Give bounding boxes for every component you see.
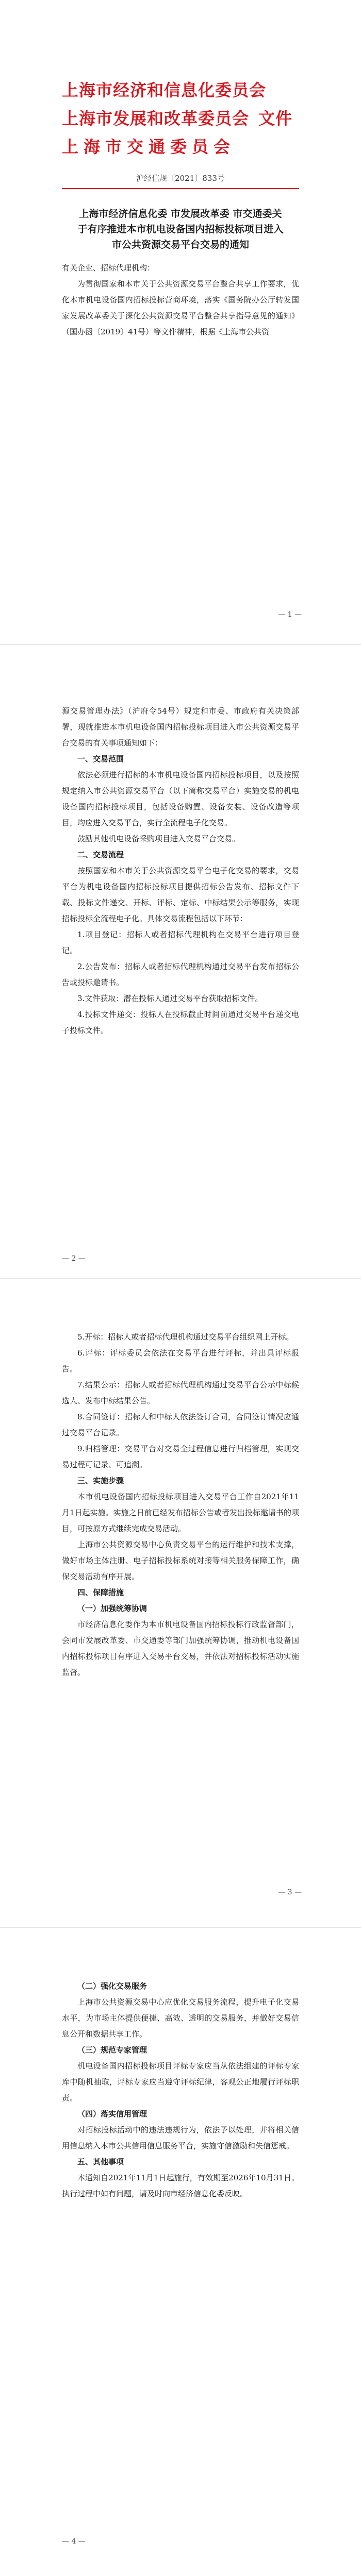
page-4 — [0, 1927, 361, 2576]
header-line-2-suffix: 文件 — [258, 109, 293, 128]
section-5-heading: 五、其他事项 — [77, 2157, 124, 2166]
page-number-2: — 2 — — [62, 1255, 86, 1263]
section-1-paragraph-2: 鼓励其他机电设备采购项目进入交易平台交易。 — [77, 834, 240, 843]
procedure-step: 8.合同签订：招标人和中标人依法签订合同，合同签订情况应通过交易平台记录。 — [62, 1412, 299, 1437]
section-3-heading: 三、实施步骤 — [77, 1476, 124, 1485]
subsection-4-2-paragraph: 上海市公共资源交易中心应优化交易服务流程，提升电子化交易水平，为市场主体提供便捷、高效、透明的交易服务，并做好交易信息公开和数据共享工作。 — [62, 1997, 299, 2039]
subsection-4-4-heading: （四）落实信用管理 — [77, 2109, 147, 2119]
page-1-body — [62, 260, 299, 340]
intro-paragraph: 为贯彻国家和本市关于公共资源交易平台整合共享工作要求，优化本市机电设备国内招标投标营商环境，落实《国务院办公厅转发国家发展改革委关于深化公共资源交易平台整合共享指导意见的通知》（国办函〔2019〕41号）等文件精神，根据《上海市公共资 — [62, 279, 299, 336]
red-separator — [62, 188, 299, 189]
salutation: 有关企业、招标代理机构： — [62, 263, 155, 273]
header-line-1: 上海市经济和信息化委员会 — [62, 80, 267, 100]
procedure-step: 7.结果公示：招标人或者招标代理机构通过交易平台公示中标候选人、发布中标结果公告。 — [62, 1380, 299, 1405]
page-number-3: — 3 — — [278, 1888, 302, 1896]
procedure-step: 4.投标文件递交：投标人在投标截止时间前通过交易平台递交电子投标文件。 — [62, 1010, 299, 1035]
procedure-step: 1.项目登记：招标人或者招标代理机构在交易平台进行项目登记。 — [62, 930, 299, 955]
subsection-4-3-paragraph: 机电设备国内招标投标项目评标专家应当从依法组建的评标专家库中随机抽取，评标专家应当遵守评标纪律，客观公正地履行评标职责。 — [62, 2061, 299, 2103]
subsection-4-2-heading: （二）强化交易服务 — [77, 1981, 147, 1991]
procedure-step: 3.文件获取：潜在投标人通过交易平台获取招标文件。 — [77, 994, 263, 1003]
section-1-paragraph-1: 依法必须进行招标的本市机电设备国内招标投标项目，以及按照规定纳入市公共资源交易平台（以下简称交易平台）实施交易的机电设备国内招标投标项目，包括设备购置、设备安装、设备改造等项目，均应进入交易平台，实行全流程电子化交易。 — [62, 770, 299, 827]
page-3-body — [62, 1329, 299, 1681]
header-line-2 — [62, 106, 292, 129]
procedure-step: 5.开标：招标人或者招标代理机构通过交易平台组织网上开标。 — [77, 1332, 294, 1342]
procedure-step: 2.公告发布：招标人或者招标代理机构通过交易平台发布招标公告或投标邀请书。 — [62, 962, 299, 987]
section-3-paragraph-1: 本市机电设备国内招标投标项目进入交易平台工作自2021年11月1日起实施。实施之日前已经发布招标公告或者发出投标邀请书的项目，可按原方式继续完成交易活动。 — [62, 1492, 299, 1533]
page-4-body — [62, 1978, 299, 2202]
section-5-paragraph-1: 本通知自2021年11月1日起施行，有效期至2026年10月31日。执行过程中如有问题，请及时向市经济信息化委反映。 — [62, 2173, 299, 2198]
header-line-2-name: 上海市发展和改革委员会 — [62, 109, 250, 128]
subsection-4-1-heading: （一）加强统筹协调 — [77, 1604, 147, 1613]
page-2-body — [62, 703, 299, 1039]
intro-continued: 源交易管理办法》（沪府令54号）规定和市委、市政府有关决策部署，现就推进本市机电设备国内招标投标项目进入市公共资源交易平台交易的有关事项通知如下： — [62, 706, 299, 748]
section-3-paragraph-2: 上海市公共资源交易中心负责交易平台的运行维护和技术支撑，做好市场主体注册、电子招标投标系统对接等相关服务保障工作，确保交易活动有序开展。 — [62, 1540, 299, 1581]
document-title: 上海市经济信息化委 市发展改革委 市交通委关于有序推进本市机电设备国内招标投标项目进入市公共资源交易平台交易的通知 — [77, 208, 284, 250]
page-1 — [0, 0, 361, 647]
page-number-4: — 4 — — [62, 2537, 86, 2546]
page-3 — [0, 1278, 361, 1927]
section-2-paragraph-1: 按照国家和本市关于公共资源交易平台电子化交易的要求，交易平台为机电设备国内招标投标项目提供招标公告发布、招标文件下载、投标文件递交、开标、评标、定标、中标结果公示等服务，实现招标投标全流程电子化。具体交易流程包括以下环节： — [62, 866, 299, 923]
document-number: 沪经信规〔2021〕833号 — [136, 174, 225, 183]
subsection-4-3-heading: （三）规范专家管理 — [77, 2045, 147, 2055]
page-2 — [0, 647, 361, 1293]
procedure-step: 6.评标：评标委员会依法在交易平台进行评标，并出具评标报告。 — [62, 1348, 299, 1374]
subsection-4-1-paragraph: 市经济信息化委作为本市机电设备国内招标投标行政监督部门，会同市发展改革委、市交通委等部门加强统筹协调，推动机电设备国内招标投标项目有序进入交易平台交易，并依法对招标投标活动实施监督。 — [62, 1620, 299, 1677]
subsection-4-4-paragraph: 对招标投标活动中的违法违规行为，依法予以处理，并将相关信用信息纳入本市公共信用信息服务平台，实施守信激励和失信惩戒。 — [62, 2125, 299, 2150]
procedure-step: 9.归档管理：交易平台对交易全过程信息进行归档管理，实现交易过程可记录、可追溯。 — [62, 1444, 299, 1469]
section-2-heading: 二、交易流程 — [77, 850, 124, 859]
section-4-heading: 四、保障措施 — [77, 1588, 124, 1597]
page-divider — [0, 644, 361, 645]
section-1-heading: 一、交易范围 — [77, 754, 124, 764]
page-number-1: — 1 — — [278, 611, 302, 619]
header-line-3: 上海市交通委员会 — [62, 137, 236, 157]
